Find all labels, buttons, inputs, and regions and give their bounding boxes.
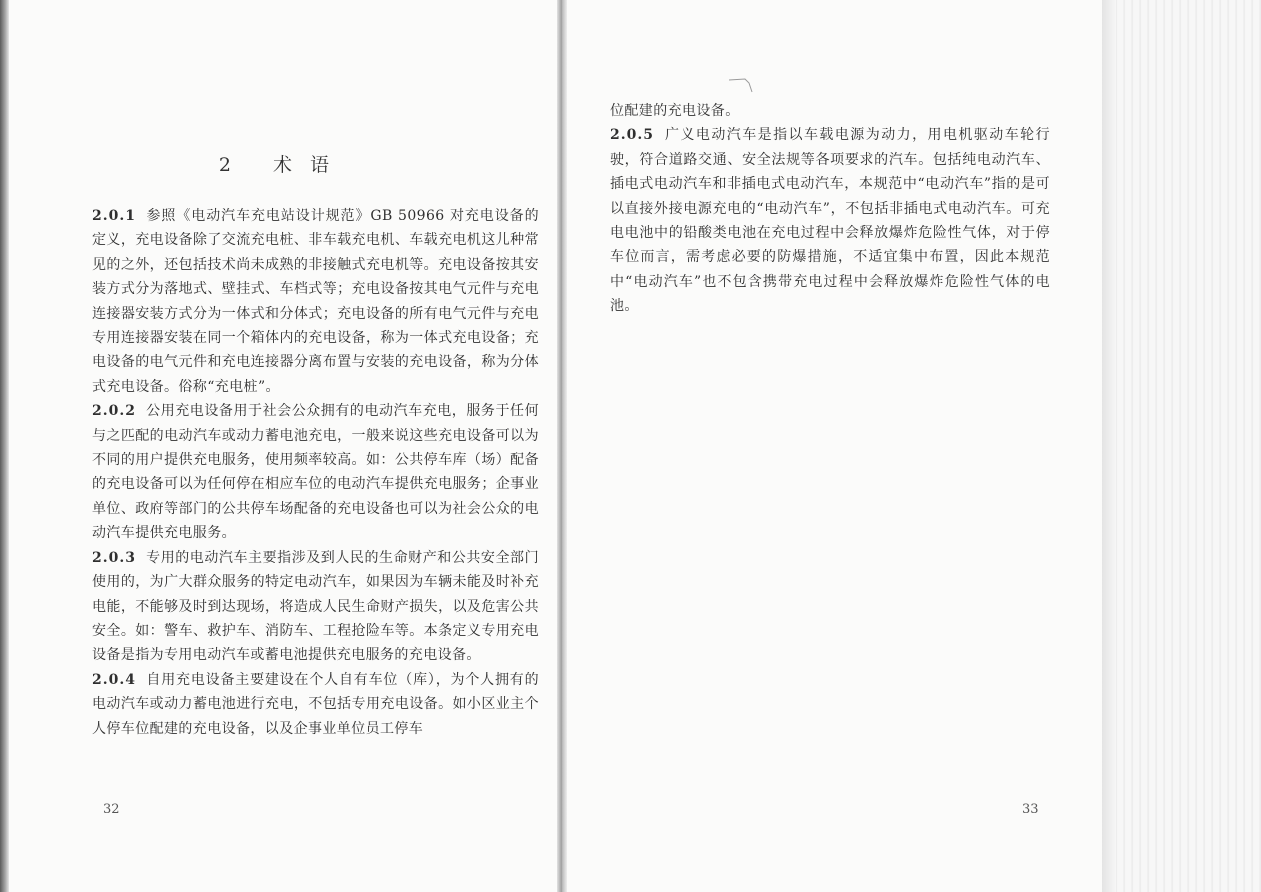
right-page-body	[610, 99, 1050, 319]
clause-number: 2.0.1	[92, 208, 136, 224]
scan-smudge-mark	[727, 74, 757, 96]
clause-text: 专用的电动汽车主要指涉及到人民的生命财产和公共安全部门使用的，为广大群众服务的特定电动汽车，如果因为车辆未能及时补充电能，不能够及时到达现场，将造成人民生命财产损失，以及危害公共安全。如：警车、救护车、消防车、工程抢险车等。本条定义专用充电设备是指为专用电动汽车或蓄电池提供充电服务的充电设备。	[92, 549, 539, 664]
chapter-title: 2 术语	[218, 154, 348, 176]
term-paragraph	[92, 546, 539, 668]
clause-text: 广义电动汽车是指以车载电源为动力，用电机驱动车轮行驶，符合道路交通、安全法规等各项要求的汽车。包括纯电动汽车、插电式电动汽车和非插电式电动汽车，本规范中“电动汽车”指的是可以直接外接电源充电的“电动汽车”，不包括非插电式电动汽车。可充电电池中的铅酸类电池在充电过程中会释放爆炸危险性气体，对于停车位而言，需考虑必要的防爆措施，不适宜集中布置，因此本规范中“电动汽车”也不包含携带充电过程中会释放爆炸危险性气体的电池。	[610, 127, 1050, 315]
page-number-left: 32	[103, 802, 120, 817]
clause-number: 2.0.5	[610, 127, 654, 144]
book-left-edge	[0, 0, 9, 892]
left-page-body	[92, 204, 539, 741]
clause-text: 公用充电设备用于社会公众拥有的电动汽车充电，服务于任何与之匹配的电动汽车或动力蓄电池充电，一般来说这些充电设备可以为不同的用户提供充电服务，使用频率较高。如：公共停车库（场）配备的充电设备可以为任何停在相应车位的电动汽车提供充电服务；企事业单位、政府等部门的公共停车场配备的充电设备也可以为社会公众的电动汽车提供充电服务。	[92, 403, 539, 542]
term-paragraph	[610, 123, 1050, 318]
term-paragraph	[92, 399, 539, 545]
term-paragraph	[92, 668, 539, 741]
continuation-text: 位配建的充电设备。	[610, 103, 740, 119]
right-page	[567, 0, 1102, 892]
clause-text: 自用充电设备主要建设在个人自有车位（库），为个人拥有的电动汽车或动力蓄电池进行充电，不包括专用充电设备。如小区业主个人停车位配建的充电设备，以及企事业单位员工停车	[92, 671, 539, 737]
book-right-page-edges	[1102, 0, 1261, 892]
book-gutter	[557, 0, 567, 892]
clause-number: 2.0.2	[92, 403, 136, 420]
left-page	[9, 0, 557, 892]
clause-number: 2.0.3	[92, 549, 136, 566]
clause-text: 参照《电动汽车充电站设计规范》GB 50966 对充电设备的定义，充电设备除了交流充电桩、非车载充电机、车载充电机这儿种常见的之外，还包括技术尚未成熟的非接触式充电机等。充电设备按其安装方式分为落地式、壁挂式、车档式等；充电设备按其电气元件与充电连接器安装方式分为一体式和分体式；充电设备的所有电气元件与充电专用连接器安装在同一个箱体内的充电设备，称为一体式充电设备；充电设备的电气元件和充电连接器分离布置与安装的充电设备，称为分体式充电设备。俗称“充电桩”。	[92, 208, 539, 395]
page-number-right: 33	[1022, 802, 1039, 817]
clause-number: 2.0.4	[92, 671, 136, 688]
term-paragraph	[92, 204, 539, 399]
